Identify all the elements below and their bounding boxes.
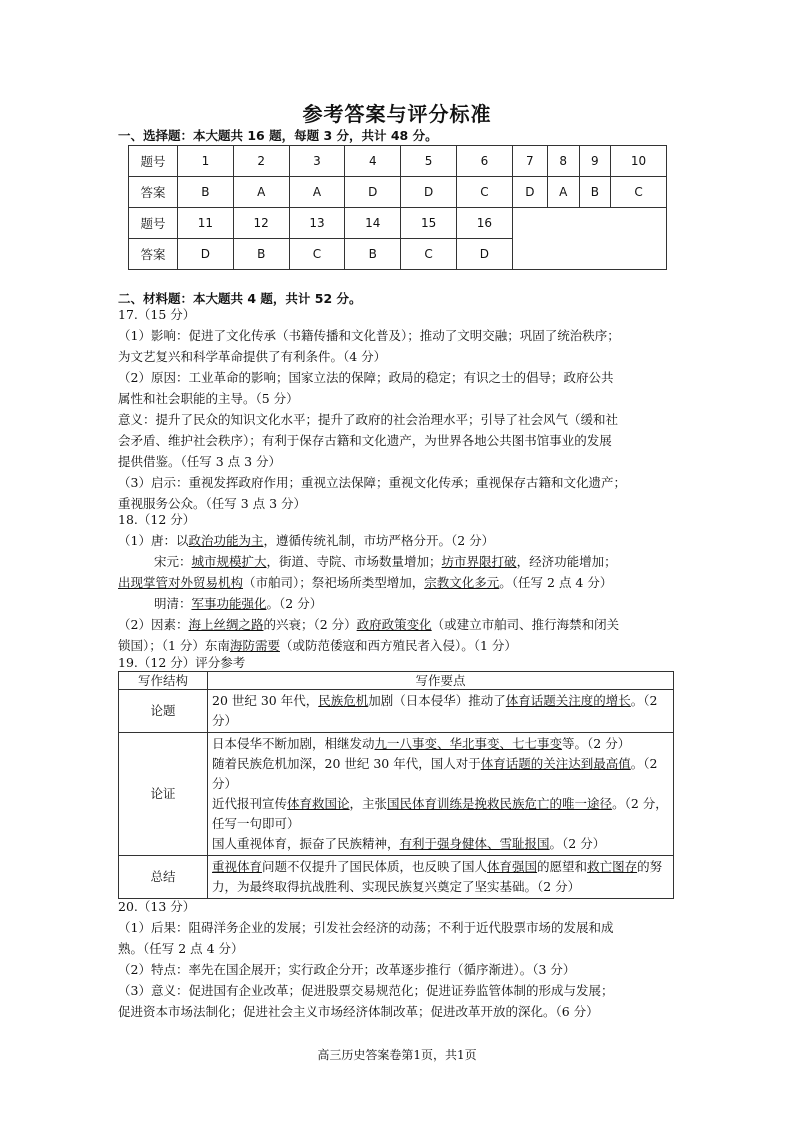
- table-row: [119, 672, 674, 690]
- answer-cell: C: [611, 177, 667, 208]
- question-number: 8: [547, 146, 579, 177]
- answer-cell: D: [456, 239, 512, 270]
- text: 日本侵华不断加剧，相继发动: [212, 736, 375, 751]
- q17-line: 提供借鉴。（任写 3 点 3 分）: [118, 454, 282, 469]
- empty-table-area: [512, 208, 666, 270]
- question-number: 11: [178, 208, 234, 239]
- q17-line: 属性和社会职能的主导。（5 分）: [118, 391, 299, 406]
- answer-cell: D: [401, 177, 457, 208]
- page-title: 参考答案与评分标准: [302, 102, 492, 126]
- question-number: 1: [178, 146, 234, 177]
- q20-line: （3）意义：促进国有企业改革；促进股票交易规范化；促进证券监管体制的形成与发展；: [118, 983, 614, 998]
- rubric-cell: [208, 690, 674, 733]
- q17-line: 为文艺复兴和科学革命提供了有利条件。（4 分）: [118, 349, 387, 364]
- text: 的兴衰；（2 分）: [263, 617, 357, 632]
- column-header: 写作要点: [208, 672, 674, 690]
- text: （市舶司）；祭祀场所类型增加，: [243, 575, 425, 590]
- q20-line: 促进资本市场法制化；促进社会主义市场经济体制改革；促进改革开放的深化。（6 分）: [118, 1004, 599, 1019]
- rubric-line: [212, 754, 669, 794]
- underlined-key-point: 宗教文化多元: [424, 575, 500, 590]
- question-number: 12: [233, 208, 289, 239]
- text: （1）唐：以: [118, 533, 189, 548]
- answer-cell: B: [233, 239, 289, 270]
- page-footer: 高三历史答案卷第1页，共1页: [317, 1048, 477, 1062]
- row-label: 论证: [119, 733, 208, 856]
- answer-cell: A: [289, 177, 345, 208]
- q17-line: 会矛盾、维护社会秩序）；有利于保存古籍和文化遗产，为世界各地公共图书馆事业的发展: [118, 433, 612, 448]
- text: ，主张: [349, 796, 388, 811]
- text: 。（任写 2 点 4 分）: [499, 575, 613, 590]
- text: （或建立市舶司、推行海禁和闭关: [431, 617, 620, 632]
- underlined-key-point: 民族危机: [318, 693, 369, 708]
- underlined-key-point: 坊市界限打破: [441, 554, 517, 569]
- question-number: 5: [401, 146, 457, 177]
- answer-cell: A: [547, 177, 579, 208]
- q20-line: （2）特点：率先在国企展开；实行政企分开；改革逐步推行（循序渐进）。（3 分）: [118, 962, 576, 977]
- text: 国人重视体育，振奋了民族精神，: [212, 836, 400, 851]
- q18-line: [118, 551, 678, 572]
- column-header: 写作结构: [119, 672, 208, 690]
- mc-answer-table: [128, 145, 667, 270]
- q20-line: （1）后果：阻碍洋务企业的发展；引发社会经济的动荡；不利于近代股票市场的发展和成: [118, 920, 614, 935]
- answer-cell: B: [579, 177, 611, 208]
- underlined-key-point: 体育强国: [487, 859, 538, 874]
- text: 锁国）；（1 分）东南: [118, 638, 230, 653]
- underlined-key-point: 体育话题关注度的增长: [505, 693, 631, 708]
- underlined-key-point: 国民体育训练是挽救民族危亡的唯一途径: [387, 796, 613, 811]
- row-label-answer: 答案: [129, 177, 178, 208]
- answer-cell: C: [456, 177, 512, 208]
- q19-head: 19.（12 分）评分参考: [118, 655, 246, 670]
- underlined-key-point: 九一八事变、华北事变、七七事变: [374, 736, 563, 751]
- text: 随着民族危机加深，20 世纪 30 年代，国人对于: [212, 756, 481, 771]
- question-number: 2: [233, 146, 289, 177]
- answer-cell: A: [233, 177, 289, 208]
- underlined-key-point: 救亡图存: [587, 859, 638, 874]
- underlined-key-point: 政府政策变化: [356, 617, 432, 632]
- q18-block: [118, 509, 678, 656]
- question-number: 6: [456, 146, 512, 177]
- underlined-key-point: 政治功能为主: [188, 533, 264, 548]
- underlined-key-point: 海防需要: [229, 638, 280, 653]
- text: 。（2 分）: [212, 756, 658, 791]
- text: 。（2 分）: [549, 836, 606, 851]
- question-number: 13: [289, 208, 345, 239]
- question-number: 15: [401, 208, 457, 239]
- question-number: 10: [611, 146, 667, 177]
- q17-line: 意义：提升了民众的知识文化水平；提升了政府的社会治理水平；引导了社会风气（缓和社: [118, 412, 619, 427]
- underlined-key-point: 重视体育: [212, 859, 263, 874]
- text: 加剧（日本侵华）推动了: [368, 693, 506, 708]
- q18-line: [118, 530, 678, 551]
- text: 明清：: [154, 596, 192, 611]
- q18-head: 18.（12 分）: [118, 512, 196, 527]
- q20-head: 20.（13 分）: [118, 899, 196, 914]
- q18-line: [118, 593, 678, 614]
- question-number: 3: [289, 146, 345, 177]
- text: 20 世纪 30 年代，: [212, 693, 319, 708]
- q18-line: [118, 614, 678, 635]
- underlined-key-point: 海上丝绸之路: [188, 617, 264, 632]
- text: （2）因素：: [118, 617, 189, 632]
- text: 近代报刊宣传: [212, 796, 288, 811]
- rubric-cell: [208, 733, 674, 856]
- q17-line: （3）启示：重视发挥政府作用；重视立法保障；重视文化传承；重视保存古籍和文化遗产；: [118, 475, 626, 490]
- table-row: [119, 856, 674, 899]
- answer-cell: D: [345, 177, 401, 208]
- row-label: 总结: [119, 856, 208, 899]
- text: ，经济功能增加；: [516, 554, 617, 569]
- row-label: 论题: [119, 690, 208, 733]
- text: （或防范倭寇和西方殖民者入侵）。（1 分）: [279, 638, 517, 653]
- row-label-question: 题号: [129, 146, 178, 177]
- rubric-line: [212, 834, 669, 854]
- q17-line: （1）影响：促进了文化传承（书籍传播和文化普及）；推动了文明交融；巩固了统治秩序；: [118, 328, 620, 343]
- question-number: 7: [512, 146, 547, 177]
- answer-cell: D: [512, 177, 547, 208]
- q17-head: 17.（15 分）: [118, 307, 196, 322]
- text: ，遵循传统礼制，市坊严格分开。（2 分）: [263, 533, 495, 548]
- answer-cell: C: [401, 239, 457, 270]
- answer-cell: B: [178, 177, 234, 208]
- text: 。（2 分）: [212, 693, 658, 728]
- text: 的努力，为最终取得抗战胜利、实现民族复兴奠定了坚实基础。（2 分）: [212, 859, 663, 894]
- underlined-key-point: 军事功能强化: [191, 596, 267, 611]
- q20-line: 熟。（任写 2 点 4 分）: [118, 941, 244, 956]
- text: 问题不仅提升了国民体质，也反映了国人: [262, 859, 488, 874]
- table-row: [129, 208, 667, 239]
- underlined-key-point: 城市规模扩大: [191, 554, 267, 569]
- text: 。（2 分，任写一句即可）: [212, 796, 668, 831]
- text: 宋元：: [154, 554, 192, 569]
- text: 。（2 分）: [266, 596, 323, 611]
- text: 等。（2 分）: [562, 736, 631, 751]
- table-row: [119, 690, 674, 733]
- underlined-key-point: 体育救国论: [287, 796, 350, 811]
- underlined-key-point: 出现掌管对外贸易机构: [118, 575, 244, 590]
- row-label-answer: 答案: [129, 239, 178, 270]
- question-number: 16: [456, 208, 512, 239]
- section2-heading: 二、材料题：本大题共 4 题，共计 52 分。: [118, 291, 362, 306]
- row-label-question: 题号: [129, 208, 178, 239]
- answer-cell: D: [178, 239, 234, 270]
- q18-line: [118, 572, 678, 593]
- q20-block: [118, 896, 678, 1022]
- answer-cell: B: [345, 239, 401, 270]
- section1-heading: 一、选择题：本大题共 16 题，每题 3 分，共计 48 分。: [118, 128, 438, 143]
- question-number: 14: [345, 208, 401, 239]
- q17-line: （2）原因：工业革命的影响；国家立法的保障；政局的稳定；有识之士的倡导；政府公共: [118, 370, 614, 385]
- rubric-line: [212, 794, 669, 834]
- underlined-key-point: 体育话题的关注达到最高值: [480, 756, 631, 771]
- question-number: 9: [579, 146, 611, 177]
- table-row: [119, 733, 674, 856]
- rubric-cell: [208, 856, 674, 899]
- q17-block: [118, 304, 678, 514]
- text: 的愿望和: [537, 859, 588, 874]
- table-row: [129, 177, 667, 208]
- text: ，街道、寺院、市场数量增加；: [266, 554, 442, 569]
- q17-line: 重视服务公众。（任写 3 点 3 分）: [118, 496, 307, 511]
- answer-cell: C: [289, 239, 345, 270]
- q19-rubric-table: [118, 671, 674, 899]
- question-number: 4: [345, 146, 401, 177]
- rubric-line: [212, 734, 669, 754]
- table-row: [129, 146, 667, 177]
- underlined-key-point: 有利于强身健体、雪耻报国: [399, 836, 550, 851]
